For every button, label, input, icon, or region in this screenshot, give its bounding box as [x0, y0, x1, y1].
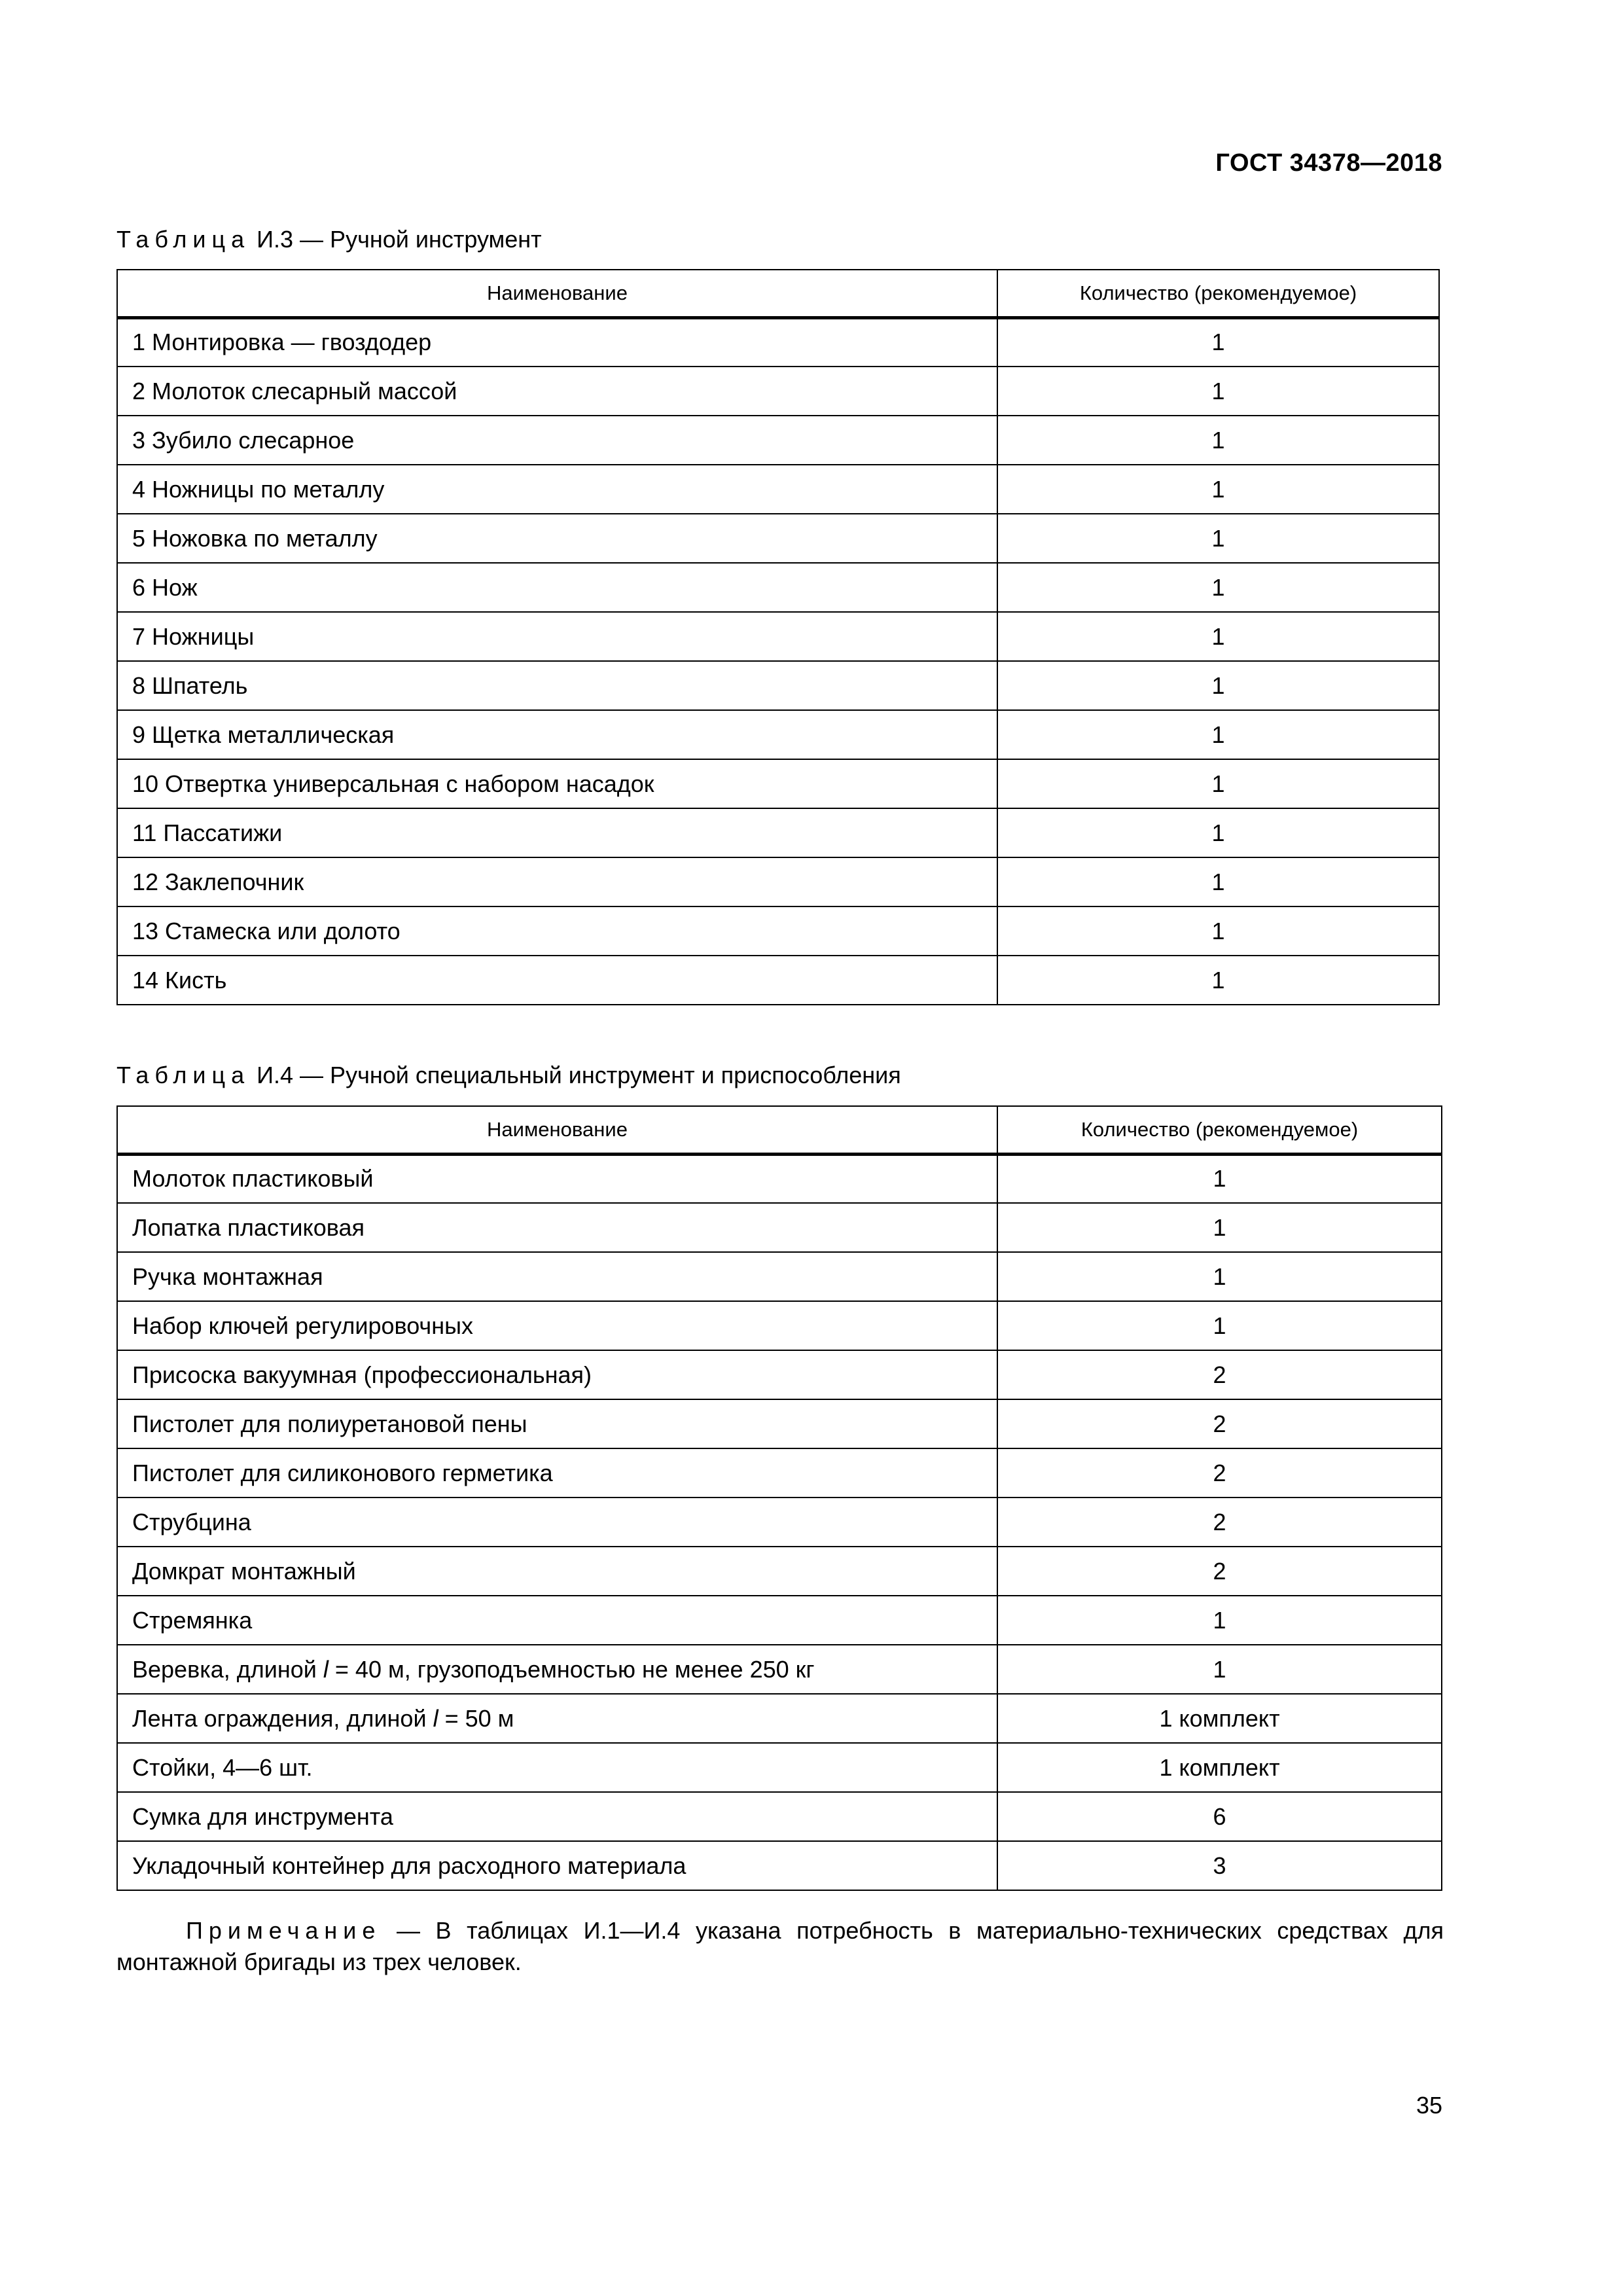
- item-name-cell: Стойки, 4—6 шт.: [117, 1743, 997, 1792]
- item-name-cell: 6 Нож: [117, 563, 997, 612]
- table-row: [117, 857, 1439, 906]
- caption-prefix: Таблица: [116, 226, 251, 253]
- item-name-cell: Веревка, длиной l = 40 м, грузоподъемностью не менее 250 кг: [117, 1645, 997, 1694]
- item-quantity-cell: 3: [997, 1841, 1442, 1890]
- item-quantity-cell: 1: [997, 1301, 1442, 1350]
- table-row: [117, 1350, 1442, 1399]
- table-row: [117, 1841, 1442, 1890]
- item-quantity-cell: 6: [997, 1792, 1442, 1841]
- caption-title: И.4 — Ручной специальный инструмент и приспособления: [250, 1062, 901, 1088]
- item-quantity-cell: 2: [997, 1350, 1442, 1399]
- item-quantity-cell: 1: [997, 759, 1439, 808]
- item-name-cell: 3 Зубило слесарное: [117, 416, 997, 465]
- item-name-cell: Домкрат монтажный: [117, 1547, 997, 1596]
- table-row: [117, 367, 1439, 416]
- item-quantity-cell: 1 комплект: [997, 1694, 1442, 1743]
- item-name-cell: 2 Молоток слесарный массой: [117, 367, 997, 416]
- item-name-cell: 11 Пассатижи: [117, 808, 997, 857]
- item-quantity-cell: 1: [997, 857, 1439, 906]
- item-name-cell: Укладочный контейнер для расходного материала: [117, 1841, 997, 1890]
- item-quantity-cell: 1: [997, 661, 1439, 710]
- item-quantity-cell: 1: [997, 1154, 1442, 1203]
- table-caption-i3: [116, 226, 542, 253]
- item-name-cell: 10 Отвертка универсальная с набором насадок: [117, 759, 997, 808]
- item-name-cell: Лопатка пластиковая: [117, 1203, 997, 1252]
- item-quantity-cell: 1: [997, 906, 1439, 956]
- item-name-cell: Пистолет для силиконового герметика: [117, 1448, 997, 1498]
- caption-title: И.3 — Ручной инструмент: [250, 226, 542, 253]
- table-row: [117, 956, 1439, 1005]
- item-quantity-cell: 1: [997, 416, 1439, 465]
- column-header-name: Наименование: [117, 1106, 997, 1154]
- item-name-cell: 9 Щетка металлическая: [117, 710, 997, 759]
- table-row: [117, 612, 1439, 661]
- item-quantity-cell: 1: [997, 1252, 1442, 1301]
- item-quantity-cell: 1: [997, 1645, 1442, 1694]
- item-name-cell: Присоска вакуумная (профессиональная): [117, 1350, 997, 1399]
- item-name-cell: Набор ключей регулировочных: [117, 1301, 997, 1350]
- item-quantity-cell: 1 комплект: [997, 1743, 1442, 1792]
- item-name-cell: 1 Монтировка — гвоздодер: [117, 317, 997, 367]
- item-quantity-cell: 1: [997, 1203, 1442, 1252]
- item-name-cell: Стремянка: [117, 1596, 997, 1645]
- item-name-cell: 13 Стамеска или долото: [117, 906, 997, 956]
- table-caption-i4: [116, 1062, 901, 1089]
- item-quantity-cell: 1: [997, 710, 1439, 759]
- item-name-cell: Сумка для инструмента: [117, 1792, 997, 1841]
- table-header-row: [117, 270, 1439, 317]
- table-row: [117, 1154, 1442, 1203]
- item-name-cell: Ручка монтажная: [117, 1252, 997, 1301]
- item-quantity-cell: 1: [997, 514, 1439, 563]
- item-quantity-cell: 1: [997, 1596, 1442, 1645]
- note-label: Примечание: [186, 1917, 382, 1944]
- table-row: [117, 1645, 1442, 1694]
- item-quantity-cell: 1: [997, 367, 1439, 416]
- table-row: [117, 563, 1439, 612]
- length-variable: l: [433, 1704, 438, 1732]
- note-text: — В таблицах И.1—И.4 указана потребность в материально-технических средствах для монтажной бригады из трех человек.: [116, 1917, 1444, 1975]
- column-header-quantity: Количество (рекомендуемое): [997, 1106, 1442, 1154]
- page-number: 35: [1416, 2092, 1442, 2119]
- item-name-cell: 14 Кисть: [117, 956, 997, 1005]
- table-hand-tools: [116, 269, 1440, 1005]
- column-header-name: Наименование: [117, 270, 997, 317]
- item-name-cell: Струбцина: [117, 1498, 997, 1547]
- table-row: [117, 759, 1439, 808]
- table-row: [117, 710, 1439, 759]
- table-row: [117, 1203, 1442, 1252]
- table-row: [117, 1252, 1442, 1301]
- table-row: [117, 1301, 1442, 1350]
- table-row: [117, 1596, 1442, 1645]
- item-quantity-cell: 1: [997, 808, 1439, 857]
- item-name-cell: 4 Ножницы по металлу: [117, 465, 997, 514]
- standard-designation: ГОСТ 34378—2018: [1215, 149, 1442, 177]
- column-header-quantity: Количество (рекомендуемое): [997, 270, 1439, 317]
- item-quantity-cell: 1: [997, 563, 1439, 612]
- note-paragraph: [116, 1915, 1444, 1978]
- table-row: [117, 317, 1439, 367]
- table-row: [117, 1792, 1442, 1841]
- caption-prefix: Таблица: [116, 1062, 251, 1088]
- table-row: [117, 1399, 1442, 1448]
- item-quantity-cell: 1: [997, 612, 1439, 661]
- table-row: [117, 661, 1439, 710]
- table-row: [117, 1743, 1442, 1792]
- item-name-cell: 7 Ножницы: [117, 612, 997, 661]
- item-quantity-cell: 1: [997, 465, 1439, 514]
- table-row: [117, 465, 1439, 514]
- table-row: [117, 416, 1439, 465]
- table-special-tools: [116, 1105, 1442, 1891]
- item-name-cell: 12 Заклепочник: [117, 857, 997, 906]
- table-row: [117, 1498, 1442, 1547]
- item-name-cell: 8 Шпатель: [117, 661, 997, 710]
- item-quantity-cell: 1: [997, 956, 1439, 1005]
- length-variable: l: [323, 1655, 329, 1683]
- item-name-cell: Пистолет для полиуретановой пены: [117, 1399, 997, 1448]
- item-name-cell: Молоток пластиковый: [117, 1154, 997, 1203]
- table-row: [117, 1547, 1442, 1596]
- table-row: [117, 906, 1439, 956]
- item-quantity-cell: 2: [997, 1448, 1442, 1498]
- item-quantity-cell: 2: [997, 1498, 1442, 1547]
- table-row: [117, 808, 1439, 857]
- item-quantity-cell: 1: [997, 317, 1439, 367]
- table-row: [117, 1448, 1442, 1498]
- table-row: [117, 1694, 1442, 1743]
- item-quantity-cell: 2: [997, 1399, 1442, 1448]
- item-name-cell: Лента ограждения, длиной l = 50 м: [117, 1694, 997, 1743]
- item-quantity-cell: 2: [997, 1547, 1442, 1596]
- item-name-cell: 5 Ножовка по металлу: [117, 514, 997, 563]
- table-header-row: [117, 1106, 1442, 1154]
- table-row: [117, 514, 1439, 563]
